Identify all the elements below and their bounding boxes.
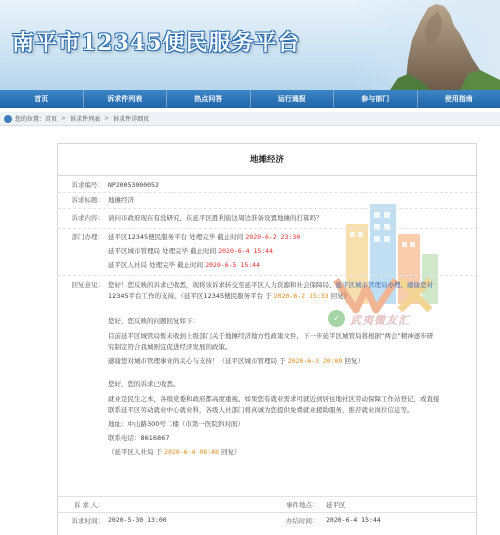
- header-banner: [0, 0, 500, 90]
- reply-time: 2020-6-2 15:33: [273, 292, 329, 300]
- location-value: 延平区: [326, 501, 346, 509]
- field-request-id: [58, 180, 478, 193]
- request-id-label: 诉求编号：: [71, 181, 104, 189]
- breadcrumb: [0, 112, 500, 126]
- reply-text: 您好，您的诉求已收悉。: [108, 380, 180, 388]
- breadcrumb-separator: >: [104, 115, 110, 122]
- reply-time: 2020-6-4 08:48: [164, 448, 219, 456]
- reply-tail: 回复）: [330, 292, 351, 300]
- page-title: 地摊经济: [58, 144, 476, 176]
- reply-text-part: （延平区人社局 于: [108, 448, 163, 456]
- reply-text-part: 12345平台工作的支持。（延平区12345便民服务平台 于: [108, 292, 272, 300]
- submit-time-label: 诉求时间：: [71, 517, 104, 525]
- breadcrumb-home[interactable]: 首页: [45, 116, 58, 123]
- request-content-value: 请问市政府现在有没研究，在延平区胜利街这周边准备设置地摊的打算吗？: [108, 214, 323, 222]
- reply-text: 究制定符合我城则宜促进经济发展的政策。: [108, 343, 232, 351]
- field-request-content: [58, 213, 478, 229]
- reply-department-link: 延平区城市管理局办理，感谢您对: [335, 281, 433, 289]
- reply-text-part: 感谢您对城市管理事业的关心与支持！（延平区城市管理局 于: [108, 357, 286, 365]
- reply-text: 您好，您反映的问题回复如下：: [108, 317, 199, 325]
- submit-time-value: 2020-5-30 13:00: [108, 516, 167, 524]
- reply-text: 联系电话：8616867: [108, 434, 170, 442]
- breadcrumb-current: 诉求件详细页: [113, 116, 150, 123]
- department-label: 部门办理：: [71, 233, 104, 241]
- reply-time: 2020-6-3 20:09: [287, 357, 343, 365]
- request-id-value: NP20053000052: [108, 181, 159, 189]
- nav-request-list[interactable]: 诉求件列表: [84, 90, 168, 108]
- reply-text: 地址：中山路300号二楼（市第一医院斜对面）: [108, 420, 244, 428]
- department-line-text: 延平区12345便民服务平台 处理完毕 截止时间: [108, 233, 244, 241]
- nav-departments[interactable]: 参与部门: [334, 90, 418, 108]
- reply-text-part: 您好！您反映的诉求已收悉，现将该诉求转交至延平区人力资源和社会保障局、: [108, 281, 336, 289]
- request-title-label: 诉求标题：: [71, 196, 104, 204]
- site-title: 南平市12345便民服务平台: [12, 30, 301, 56]
- reply-text: [108, 291, 468, 302]
- main-nav: [0, 90, 500, 108]
- reply-text: [108, 356, 468, 367]
- department-line: [108, 232, 468, 243]
- department-line-text: 延平区人社局 处理完毕 截止时间: [108, 261, 204, 269]
- complete-time-value: 2020-6-4 15:44: [326, 516, 381, 524]
- nav-user-guide[interactable]: 使用指南: [444, 95, 473, 103]
- reply-text: 联系延平区劳动就业中心就业科，各级人社部门将真诚为您提供免费就业援助服务，推荐就业岗位信息等。: [108, 406, 414, 414]
- location-icon: [4, 115, 12, 123]
- request-content-label: 诉求内容：: [71, 214, 104, 222]
- wechat-icon: ✓: [328, 310, 345, 327]
- requester-location-row: [58, 496, 478, 511]
- nav-operation-report[interactable]: 运行通报: [251, 90, 335, 108]
- reply-text: 就业是民生之本，各级党委和政府都高度重视。如果您有就业需求可就近到居住地社区劳动保障工作站登记，或直接: [108, 395, 440, 403]
- breadcrumb-prefix: 您的位置：: [15, 116, 46, 123]
- reply-text: [108, 280, 468, 291]
- field-replies: [58, 280, 478, 493]
- request-detail-panel: [57, 143, 477, 535]
- deadline-time: 2020-6-2 23:30: [245, 233, 301, 241]
- location-label: 事件地点：: [286, 501, 319, 509]
- deadline-time: 2020-6-4 15:44: [218, 247, 274, 255]
- reply-tail: 回复）: [344, 357, 365, 365]
- deadline-time: 2020-6-5 15:44: [205, 261, 261, 269]
- department-line: [108, 246, 468, 257]
- watermark-text: 武夷微友汇: [350, 314, 410, 327]
- time-row: [58, 512, 478, 527]
- nav-hot-qa[interactable]: 热点问答: [167, 90, 251, 108]
- request-title-value: 地摊经济: [108, 196, 134, 204]
- reply-list: [108, 280, 468, 458]
- breadcrumb-request-list[interactable]: 诉求件列表: [70, 116, 101, 123]
- nav-home[interactable]: 首页: [0, 90, 84, 108]
- field-request-title: [58, 195, 478, 209]
- department-line-text: 延平区城市管理局 处理完毕 截止时间: [108, 247, 217, 255]
- reply-label: 回复意见：: [71, 281, 104, 289]
- mountain-scenery-image: [350, 0, 500, 90]
- field-department-handling: [58, 232, 478, 276]
- reply-text: 目前延平区城管局暂未收到上级部门关于地摊经济地方性政策文件，下一步延平区城管局将根据“两会”精神逐步研: [108, 332, 434, 340]
- department-line: [108, 260, 468, 271]
- breadcrumb-separator: >: [61, 115, 67, 122]
- complete-time-label: 办结时间：: [286, 517, 319, 525]
- reply-text: [108, 447, 468, 458]
- reply-tail: 回复）: [221, 448, 241, 456]
- department-list: [108, 232, 468, 271]
- requester-label: 诉 求 人：: [73, 501, 104, 509]
